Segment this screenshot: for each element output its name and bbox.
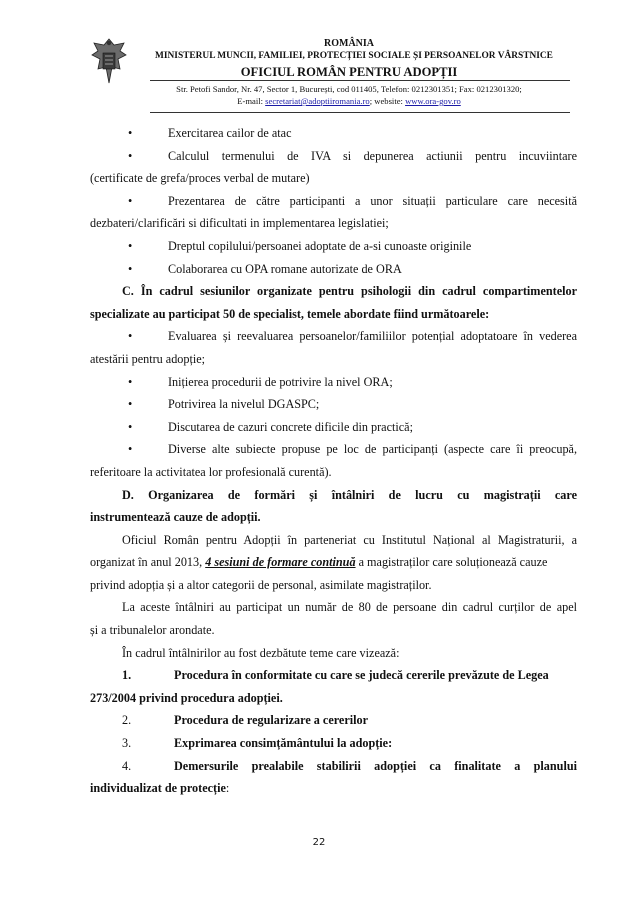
list-item — [90, 122, 577, 145]
document-body — [90, 122, 577, 800]
numbered-item-text: Exprimarea consimțământului la adopție: — [174, 736, 393, 751]
bullet-icon: • — [128, 148, 133, 163]
email-label: E-mail: — [237, 96, 266, 106]
list-item-text: Potrivirea la nivelul DGASPC; — [168, 397, 320, 412]
numbered-item — [90, 732, 577, 755]
numbered-item-cont — [90, 687, 577, 710]
email-link[interactable]: secretariat@adoptiiromania.ro — [265, 96, 370, 106]
numbered-item-text: Procedura de regularizare a cererilor — [174, 713, 369, 728]
section-heading-text: instrumentează cauze de adopții. — [90, 510, 261, 525]
website-label: ; website: — [369, 96, 406, 106]
item-number: 2. — [122, 713, 132, 728]
list-item — [90, 145, 577, 168]
list-item — [90, 438, 577, 461]
numbered-item-text: 273/2004 privind procedura adopției. — [90, 690, 283, 705]
list-item-text: Dreptul copilului/persoanei adoptate de a-si cunoaste originile — [168, 238, 472, 253]
text-line: (certificate de grefa/proces verbal de mutare) — [90, 171, 310, 186]
website-link[interactable]: www.ora-gov.ro — [405, 96, 461, 106]
header-divider-bottom — [150, 112, 570, 113]
section-heading-c-cont — [90, 303, 577, 326]
list-item-text: Calculul termenului de IVA si depunerea actiunii pentru incuviintare — [168, 148, 577, 163]
item-number: 3. — [122, 736, 132, 751]
bullet-icon: • — [128, 442, 133, 457]
list-item-text: Discutarea de cazuri concrete dificile din practică; — [168, 419, 413, 434]
section-heading-text: specializate au participat 50 de specialist, temele abordate fiind următoarele: — [90, 306, 490, 321]
bullet-icon: • — [128, 374, 133, 389]
list-item — [90, 258, 577, 281]
list-item — [90, 416, 577, 439]
bullet-icon: • — [128, 397, 133, 412]
paragraph-line — [90, 551, 577, 574]
header-office: OFICIUL ROMÂN PENTRU ADOPȚII — [240, 65, 458, 79]
list-item — [90, 371, 577, 394]
header-divider-top — [150, 80, 570, 81]
numbered-item — [90, 755, 577, 778]
text-line: atestării pentru adopție; — [90, 351, 206, 366]
list-item-text: Evaluarea și reevaluarea persoanelor/familiilor potențial adoptatoare în vederea — [168, 329, 577, 344]
bullet-icon: • — [128, 419, 133, 434]
numbered-item-text: Demersurile prealabile stabilirii adopției ca finalitate a planului — [174, 758, 577, 773]
numbered-item — [90, 664, 577, 687]
section-heading-d — [90, 484, 577, 507]
paragraph-line — [90, 529, 577, 552]
paragraph-line: privind adopția și a altor categorii de personal, asimilate magistraților. — [90, 577, 432, 592]
numbered-item-text: individualizat de protecție — [90, 781, 226, 796]
list-item-text: Exercitarea cailor de atac — [168, 126, 292, 140]
list-item-text: Inițierea procedurii de potrivire la nivel ORA; — [168, 374, 393, 389]
numbered-item — [90, 709, 577, 732]
header-contact — [30, 96, 638, 106]
section-heading-c — [90, 280, 577, 303]
header-country: ROMÂNIA — [324, 38, 374, 49]
numbered-item-cont — [90, 777, 577, 800]
list-item-text: Diverse alte subiecte propuse pe loc de participanți (aspecte care îi preocupă, — [168, 442, 577, 457]
bullet-icon: • — [128, 126, 133, 140]
paragraph-text: organizat în anul 2013, — [90, 555, 206, 570]
paragraph-line: În cadrul întâlnirilor au fost dezbătute teme care vizează: — [122, 645, 400, 660]
list-item-text: Prezentarea de către participanti a unor situații particulare care necesită — [168, 193, 577, 208]
list-item-text: Colaborarea cu OPA romane autorizate de ORA — [168, 261, 402, 276]
text-line: dezbateri/clarificări si dificultati in implementarea legislatiei; — [90, 216, 389, 231]
bullet-icon: • — [128, 193, 133, 208]
list-item — [90, 190, 577, 213]
item-number: 1. — [122, 668, 132, 683]
list-item — [90, 325, 577, 348]
page-number: 22 — [312, 837, 326, 848]
section-heading-text: C. În cadrul sesiunilor organizate pentru psihologii din cadrul compartimentelor — [122, 284, 577, 299]
header-ministry: MINISTERUL MUNCII, FAMILIEI, PROTECȚIEI SOCIALE ȘI PERSOANELOR VÂRSTNICE — [155, 51, 553, 61]
paragraph-text: Oficiul Român pentru Adopții în parteneriat cu Institutul Național al Magistraturii, a — [122, 532, 577, 547]
item-number: 4. — [122, 758, 132, 773]
paragraph-text: La aceste întâlniri au participat un număr de 80 de persoane din cadrul curților de apel — [122, 600, 577, 615]
header-address: Str. Petofi Sandor, Nr. 47, Sector 1, București, cod 011405, Telefon: 0212301351; Fax: 0212301320; — [176, 84, 522, 94]
punctuation: : — [225, 781, 230, 796]
bullet-icon: • — [128, 261, 133, 276]
bullet-icon: • — [128, 329, 133, 344]
numbered-item-text: Procedura în conformitate cu care se judecă cererile prevăzute de Legea — [174, 668, 549, 683]
paragraph-line: și a tribunalelor arondate. — [90, 623, 215, 638]
text-line: referitoare la activitatea lor profesională curentă). — [90, 464, 332, 479]
bullet-icon: • — [128, 238, 133, 253]
list-item — [90, 393, 577, 416]
section-heading-d-cont — [90, 506, 577, 529]
section-heading-text: D. Organizarea de formări și întâlniri de lucru cu magistrații care — [122, 487, 577, 502]
paragraph-text: a magistraților care soluționează cauze — [355, 555, 548, 570]
list-item — [90, 235, 577, 258]
paragraph-line — [90, 596, 577, 619]
emphasized-text: 4 sesiuni de formare continuă — [205, 555, 356, 570]
